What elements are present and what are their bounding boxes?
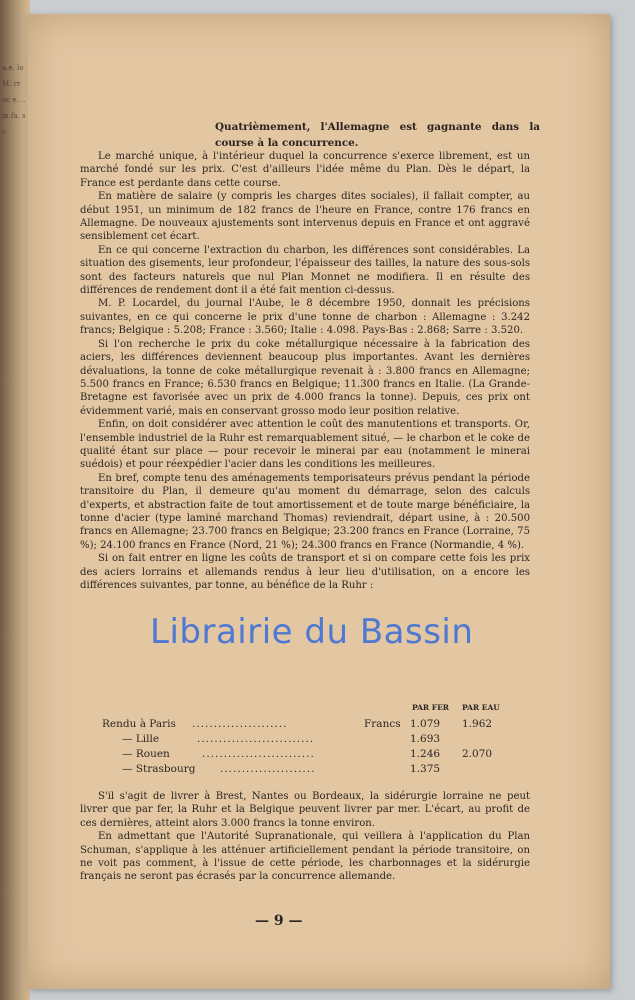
row-dots: ........................... [197,733,315,745]
paragraph-4: M. P. Locardel, du journal l'Aube, le 8 décembre 1950, donnait les précisions suivantes, en ce qui concerne le prix d'une tonne de charbon : Allemagne : 3.242 francs; Belgique : 5.208; France : 3.560; Italie : 4.098. Pays-Bas : 2.868; Sarre : 3.520. [80,298,530,337]
paragraph-2: En matière de salaire (y compris les charges dites sociales), il fallait compter, au début 1951, un minimum de 182 francs de l'heure en France, contre 176 francs en Allemagne. De nouveaux ajustements sont intervenus depuis en France et ont aggravé sensiblement cet écart. [80,191,530,243]
watermark: Librairie du Bassin [150,612,474,652]
row-city: — Strasbourg [122,763,196,775]
spine-bleed-text: a.e. lo M. rr oc e. ..m fa. sc [2,64,26,136]
row-fer-value: 1.693 [410,733,441,745]
row-unit: Francs [364,718,401,730]
book-spine [0,0,30,1000]
row-dots: ...................... [192,718,288,730]
paragraph-1: Le marché unique, à l'intérieur duquel la concurrence s'exerce librement, est un marché fondé sur les prix. C'est d'ailleurs l'idée même du Plan. Dès le départ, la France est perdante dans cette course. [80,151,530,189]
paragraph-5: Si l'on recherche le prix du coke métallurgique nécessaire à la fabrication des aciers, les différences deviennent beaucoup plus importantes. Avant les dernières dévaluations, la tonne de coke métallurgique revenait à : 3.800 francs en Allemagne; 5.500 francs en France; 6.530 francs en Belgique; 11.300 francs en Italie. (La Grande-Bretagne est favorisée avec un prix de 4.000 francs la tonne). Depuis, ces prix ont évidemment varié, mais en conservant grosso modo leur position relative. [80,338,530,417]
column-header-fer: PAR FER [412,703,450,712]
section-heading: Quatrièmement, l'Allemagne est gagnante dans la course à la concurrence. [215,121,540,149]
paragraph-8: Si on fait entrer en ligne les coûts de transport et si on compare cette fois les prix des aciers lorrains et allemands rendus à leur lieu d'utilisation, on a encore les différences suivantes, par tonne, au bénéfice de la Ruhr : [80,553,530,591]
row-city: Rendu à Paris [102,718,176,730]
table-row [102,733,522,747]
paragraph-3: En ce qui concerne l'extraction du charbon, les différences sont considérables. La situation des gisements, leur profondeur, l'épaisseur des tailles, la nature des sous-sols sont des facteurs naturels que nul Plan Monnet ne modifiera. Il en résulte des différences de rendement dont il a été fait mention ci-dessus. [80,244,530,297]
row-fer-value: 1.246 [410,748,441,760]
row-city: — Rouen [122,748,170,760]
closing-paragraph-1: S'il s'agit de livrer à Brest, Nantes ou Bordeaux, la sidérurgie lorraine ne peut livrer que par fer, la Ruhr et la Belgique peuvent livrer par mer. L'écart, au profit de ces dernières, atteint alors 3.000 francs la tonne environ. [80,791,530,829]
paragraph-7: En bref, compte tenu des aménagements temporisateurs prévus pendant la période transitoire du Plan, il demeure qu'au moment du démarrage, selon des calculs d'experts, et abstraction faite de tout amortissement et de toute marge bénéficiaire, la tonne d'acier (type laminé marchand Thomas) reviendrait, départ usine, à : 20.500 francs en Allemagne; 23.700 francs en Belgique; 23.200 francs en France (Lorraine, 75 %); 24.100 francs en France (Nord, 21 %); 24.300 francs en France (Normandie, 4 %). [80,472,530,551]
row-city: — Lille [122,733,160,745]
row-eau-value: 1.962 [462,718,493,730]
row-fer-value: 1.375 [410,763,441,775]
page-number: — 9 — [255,913,303,929]
body-text [80,150,530,592]
closing-paragraph-2: En admettant que l'Autorité Supranationale, qui veillera à l'application du Plan Schuman, s'applique à les atténuer artificiellement pendant la période transitoire, on ne voit pas comment, à l'issue de cette période, les charbonnages et la sidérurgie français ne seront pas écrasés par la concurrence allemande. [80,831,530,883]
row-eau-value: 2.070 [462,748,493,760]
table-row [102,763,522,777]
table-row [102,748,522,762]
row-dots: .......................... [202,748,315,760]
paragraph-6: Enfin, on doit considérer avec attention le coût des manutentions et transports. Or, l'ensemble industriel de la Ruhr est remarquablement situé, — le charbon et le coke de qualité étant sur place — pour recevoir le minerai par eau (notamment le minerai suédois) et pour réexpédier l'acier dans les conditions les meilleures. [80,419,530,471]
row-dots: ...................... [220,763,316,775]
column-header-eau: PAR EAU [462,703,500,712]
row-fer-value: 1.079 [410,718,441,730]
table-row [102,718,522,732]
closing-text [80,790,530,884]
